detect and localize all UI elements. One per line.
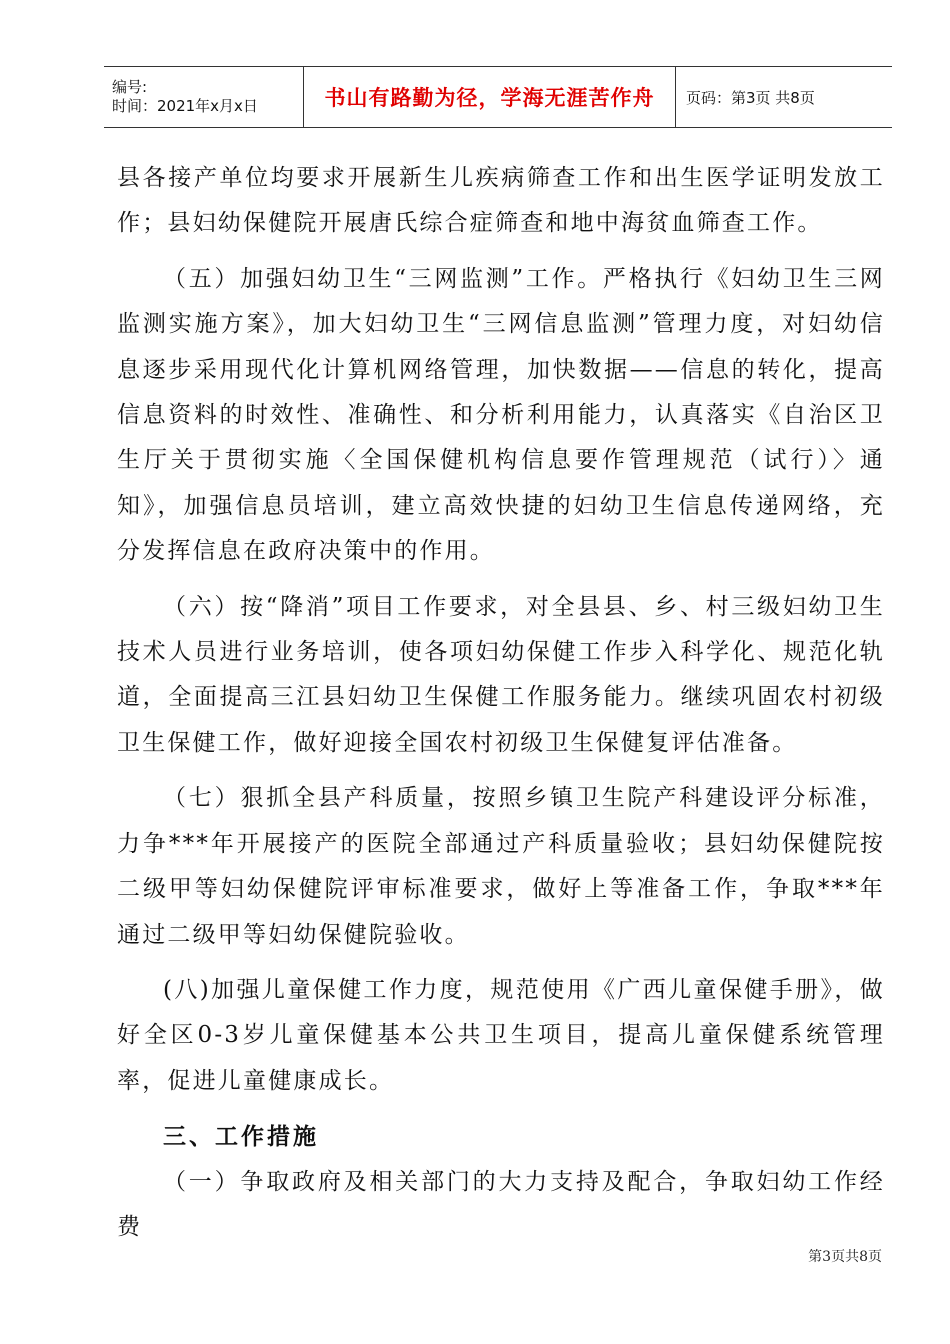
paragraph: （五）加强妇幼卫生“三网监测”工作。严格执行《妇幼卫生三网监测实施方案》，加大妇幼卫生“三网信息监测”管理力度，对妇幼信息逐步采用现代化计算机网络管理，加快数据——信息的转化，提高信息资料的时效性、准确性、和分析利用能力，认真落实《自治区卫生厅关于贯彻实施〈全国保健机构信息要作管理规范（试行）〉通知》，加强信息员培训，建立高效快捷的妇幼卫生信息传递网络，充分发挥信息在政府决策中的作用。 xyxy=(117,265,885,565)
paragraph: (八)加强儿童保健工作力度，规范使用《广西儿童保健手册》，做好全区0-3岁儿童保健基本公共卫生项目，提高儿童保健系统管理率，促进儿童健康成长。 xyxy=(117,976,885,1094)
paragraph: （七）狠抓全县产科质量，按照乡镇卫生院产科建设评分标准，力争***年开展接产的医院全部通过产科质量验收；县妇幼保健院按二级甲等妇幼保健院评审标准要求，做好上等准备工作，争取***年通过二级甲等妇幼保健院验收。 xyxy=(117,785,885,948)
paragraph: 县各接产单位均要求开展新生儿疾病筛查工作和出生医学证明发放工作；县妇幼保健院开展唐氏综合症筛查和地中海贫血筛查工作。 xyxy=(117,165,885,237)
page-header xyxy=(104,66,892,128)
document-date: 时间：2021年x月x日 xyxy=(112,97,258,115)
paragraph: （六）按“降消”项目工作要求，对全县县、乡、村三级妇幼卫生技术人员进行业务培训，使各项妇幼保健工作步入科学化、规范化轨道，全面提高三江县妇幼卫生保健工作服务能力。继续巩固农村初级卫生保健工作，做好迎接全国农村初级卫生保健复评估准备。 xyxy=(117,593,885,756)
paragraph: （一）争取政府及相关部门的大力支持及配合，争取妇幼工作经费 xyxy=(117,1168,885,1240)
document-number-label: 编号: xyxy=(112,78,148,96)
header-page-info: 页码：第3页 共8页 xyxy=(686,88,815,107)
header-meta xyxy=(104,67,304,127)
page-footer: 第3页共8页 xyxy=(808,1249,882,1265)
section-heading: 三、工作措施 xyxy=(163,1123,319,1151)
document-body xyxy=(117,156,885,1250)
header-motto: 书山有路勤为径，学海无涯苦作舟 xyxy=(304,67,676,127)
